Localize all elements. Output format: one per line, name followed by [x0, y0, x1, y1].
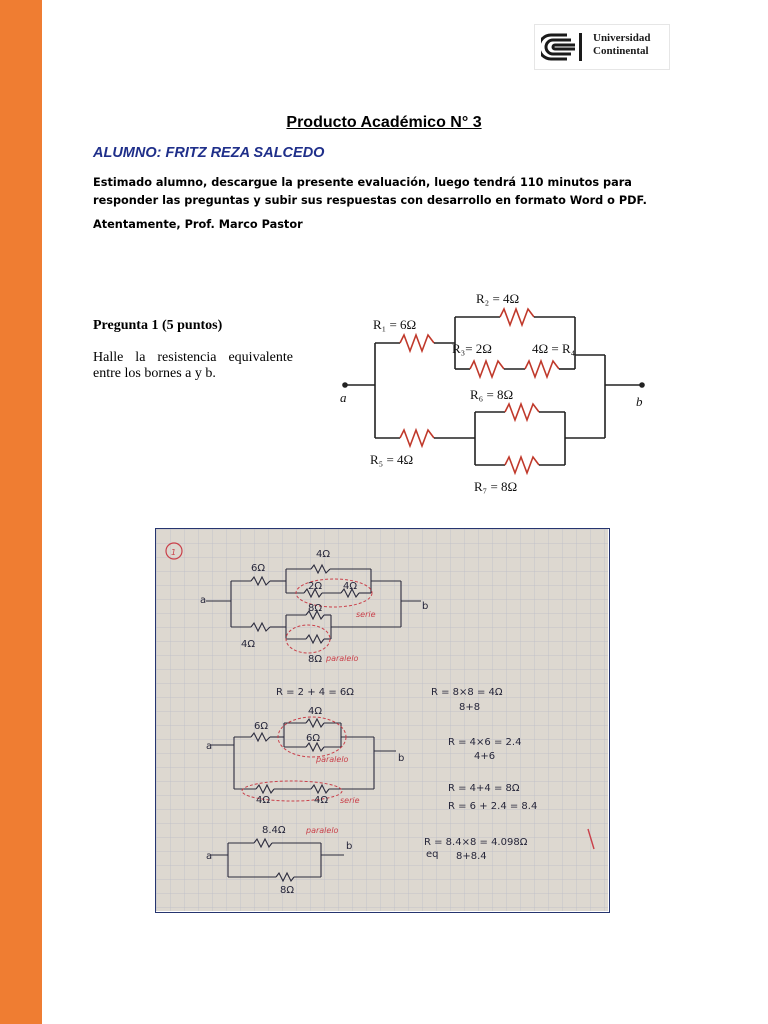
r4-label: 4Ω = R₄ — [532, 341, 576, 356]
university-logo — [534, 24, 670, 70]
step3-r8: 8Ω — [280, 885, 295, 896]
eq-series-6-2-4: R = 6 + 2.4 = 8.4 — [448, 801, 538, 812]
r7-label: R₇ = 8Ω — [474, 479, 518, 494]
terminal-a-label: a — [340, 390, 347, 405]
step2-note-paralelo: paralelo — [316, 755, 349, 764]
eq-parallel-8-8-top: R = 8×8 = 4Ω — [431, 687, 503, 698]
step1-r8: 8Ω — [308, 603, 323, 614]
r2-label: R₂ = 4Ω — [476, 291, 520, 306]
r5-label: R₅ = 4Ω — [370, 452, 414, 467]
question-text: Halle la resistencia equivalente entre los bornes a y b. — [93, 350, 293, 381]
step2-r4bl: 4Ω — [256, 795, 271, 806]
step1-b: b — [422, 601, 429, 612]
logo-mark-icon — [541, 31, 583, 63]
r6-label: R₆ = 8Ω — [470, 387, 514, 402]
step1-note-serie: serie — [356, 610, 376, 619]
logo-text-line1: Universidad — [593, 32, 651, 44]
student-name: ALUMNO: FRITZ REZA SALCEDO — [93, 145, 325, 161]
step2-r6mid: 6Ω — [306, 733, 321, 744]
problem-number: 1 — [171, 548, 177, 557]
eq-parallel-4-6-bottom: 4+6 — [474, 751, 496, 762]
step2-r4br: 4Ω — [314, 795, 329, 806]
eq-final-bottom: 8+8.4 — [456, 851, 487, 862]
eq-parallel-4-6-top: R = 4×6 = 2.4 — [448, 737, 522, 748]
step2-b: b — [398, 753, 405, 764]
signoff: Atentamente, Prof. Marco Pastor — [93, 218, 303, 231]
document-title: Producto Académico N° 3 — [286, 114, 482, 131]
step3-b: b — [346, 841, 353, 852]
instructions-paragraph: Estimado alumno, descargue la presente evaluación, luego tendrá 110 minutos para responder las preguntas y subir sus respuestas con desarrollo en formato Word o PDF. — [93, 176, 647, 207]
terminal-b-label: b — [636, 394, 643, 409]
step3-a: a — [206, 851, 213, 862]
step1-r2: 2Ω — [308, 581, 323, 592]
question-title: Pregunta 1 (5 puntos) — [93, 318, 223, 333]
eq-series-r2-r4: R = 2 + 4 = 6Ω — [276, 687, 354, 698]
step1-r4bot: 4Ω — [241, 639, 256, 650]
step1-r4top: 4Ω — [316, 549, 331, 560]
step1-r6: 6Ω — [251, 563, 266, 574]
step3-note-paralelo: paralelo — [306, 826, 339, 835]
eq-final-top: R = 8.4×8 = 4.098Ω — [424, 837, 528, 848]
step2-a: a — [206, 741, 213, 752]
step1-a: a — [200, 595, 207, 606]
handwritten-solution-photo — [155, 528, 610, 913]
r3-label: R₃= 2Ω — [452, 341, 492, 356]
logo-text-line2: Continental — [593, 45, 649, 57]
step3-r84: 8.4Ω — [262, 825, 286, 836]
step2-r4: 4Ω — [308, 706, 323, 717]
step2-r6: 6Ω — [254, 721, 269, 732]
orange-side-stripe — [0, 0, 42, 1024]
step1-r4b: 4Ω — [343, 581, 358, 592]
r1-label: R₁ = 6Ω — [373, 317, 417, 332]
eq-final-subscript: eq — [426, 849, 439, 860]
step2-note-serie: serie — [340, 796, 360, 805]
step1-r8bot: 8Ω — [308, 654, 323, 665]
eq-series-4-4: R = 4+4 = 8Ω — [448, 783, 520, 794]
circuit-diagram — [330, 285, 660, 500]
eq-parallel-8-8-bottom: 8+8 — [459, 702, 481, 713]
step1-note-paralelo: paralelo — [326, 654, 359, 663]
